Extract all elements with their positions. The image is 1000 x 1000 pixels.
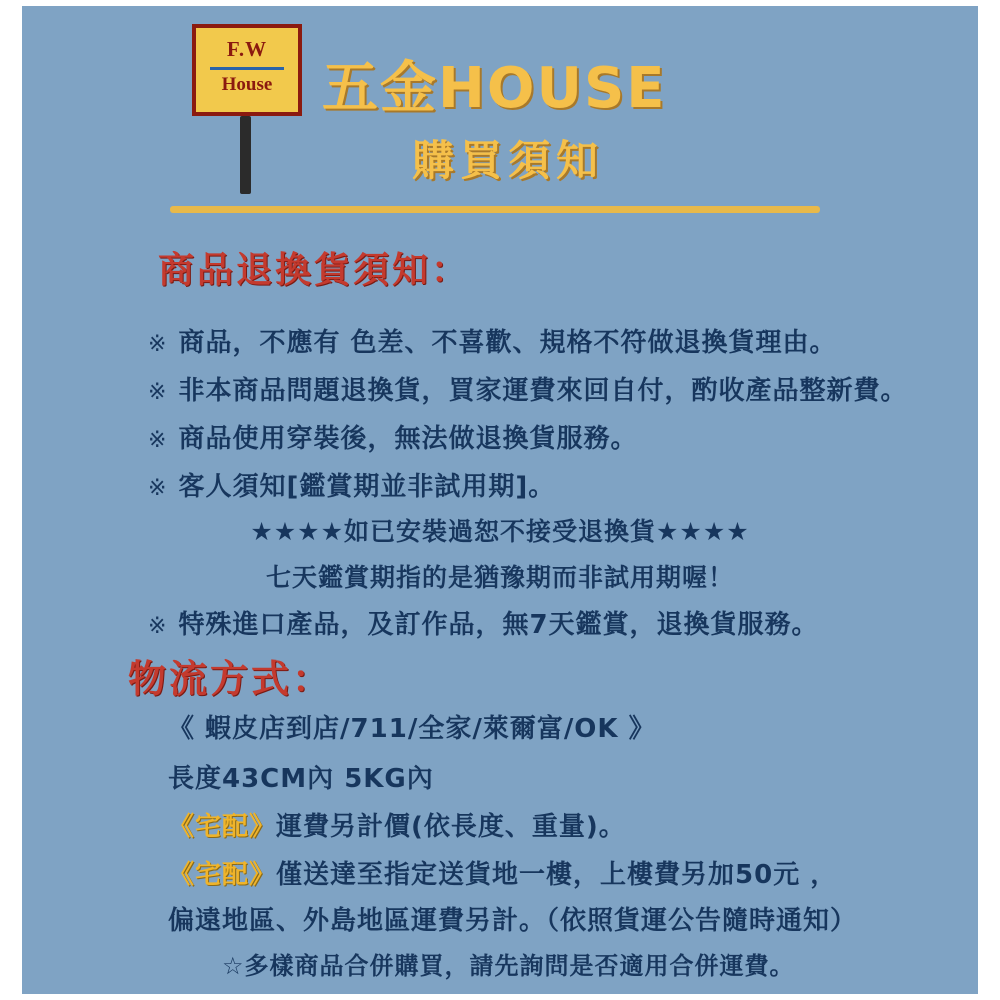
signboard-line-2: House — [221, 74, 273, 95]
returns-section-title: 商品退換貨須知： — [158, 250, 471, 291]
page-header — [22, 10, 978, 200]
bullet-mark-icon: ※ — [148, 332, 167, 357]
page-margin-top — [0, 0, 1000, 6]
logistics-home-delivery-1 — [168, 806, 626, 843]
signboard-post — [240, 116, 251, 194]
returns-emphasis-line-1: ★★★★如已安裝過恕不接受退換貨★★★★ — [250, 517, 750, 546]
shop-signboard-icon — [172, 24, 302, 204]
returns-item-3 — [148, 418, 637, 455]
bullet-mark-icon: ※ — [148, 614, 167, 639]
returns-item-last — [148, 604, 819, 641]
home-delivery-text-2: 僅送達至指定送貨地一樓，上樓費另加50元 ， — [276, 860, 838, 890]
header-divider — [170, 206, 820, 213]
bullet-mark-icon: ※ — [148, 380, 167, 405]
returns-item-3-text: 商品使用穿裝後，無法做退換貨服務。 — [178, 424, 638, 454]
signboard-rule — [210, 67, 284, 70]
page-subtitle: 購買須知 — [412, 136, 605, 185]
returns-customer-notice — [148, 466, 555, 503]
home-delivery-tag-1: 《宅配》 — [168, 812, 277, 842]
customer-notice-suffix: 。 — [528, 472, 556, 502]
returns-item-1-text: 商品，不應有 色差、不喜歡、規格不符做退換貨理由。 — [178, 328, 837, 358]
logistics-section-title: 物流方式： — [128, 657, 334, 701]
home-delivery-tag-2: 《宅配》 — [168, 860, 277, 890]
returns-item-2 — [148, 370, 907, 407]
returns-item-last-text: 特殊進口產品，及訂作品，無7天鑑賞，退換貨服務。 — [178, 610, 819, 640]
signboard-line-1: F.W — [226, 37, 268, 61]
page-margin-right — [978, 0, 1000, 1000]
logistics-home-delivery-2 — [168, 854, 837, 891]
home-delivery-text-1: 運費另計價(依長度、重量)。 — [276, 812, 626, 842]
logistics-size-limit: 長度43CM內 5KG內 — [168, 764, 434, 794]
returns-item-2-text: 非本商品問題退換貨，買家運費來回自付，酌收產品整新費。 — [178, 376, 908, 406]
customer-notice-prefix: 客人須知 — [178, 472, 287, 502]
bullet-mark-icon: ※ — [148, 428, 167, 453]
brand-title: 五金HOUSE — [322, 56, 667, 121]
logistics-store-pickup: 《 蝦皮店到店/711/全家/萊爾富/OK 》 — [168, 714, 656, 744]
bullet-mark-icon: ※ — [148, 476, 167, 501]
returns-emphasis-line-2: 七天鑑賞期指的是猶豫期而非試用期喔！ — [265, 563, 734, 592]
returns-item-1 — [148, 322, 837, 359]
signboard-plate — [192, 24, 302, 116]
logistics-remote-area: 偏遠地區、外島地區運費另計。（依照貨運公告隨時通知） — [168, 906, 858, 936]
page-margin-left — [0, 0, 22, 1000]
logistics-combine-note: ☆多樣商品合併購買，請先詢問是否適用合併運費。 — [222, 952, 795, 980]
page-margin-bottom — [0, 994, 1000, 1000]
customer-notice-highlight: [鑑賞期並非試用期] — [286, 472, 529, 502]
